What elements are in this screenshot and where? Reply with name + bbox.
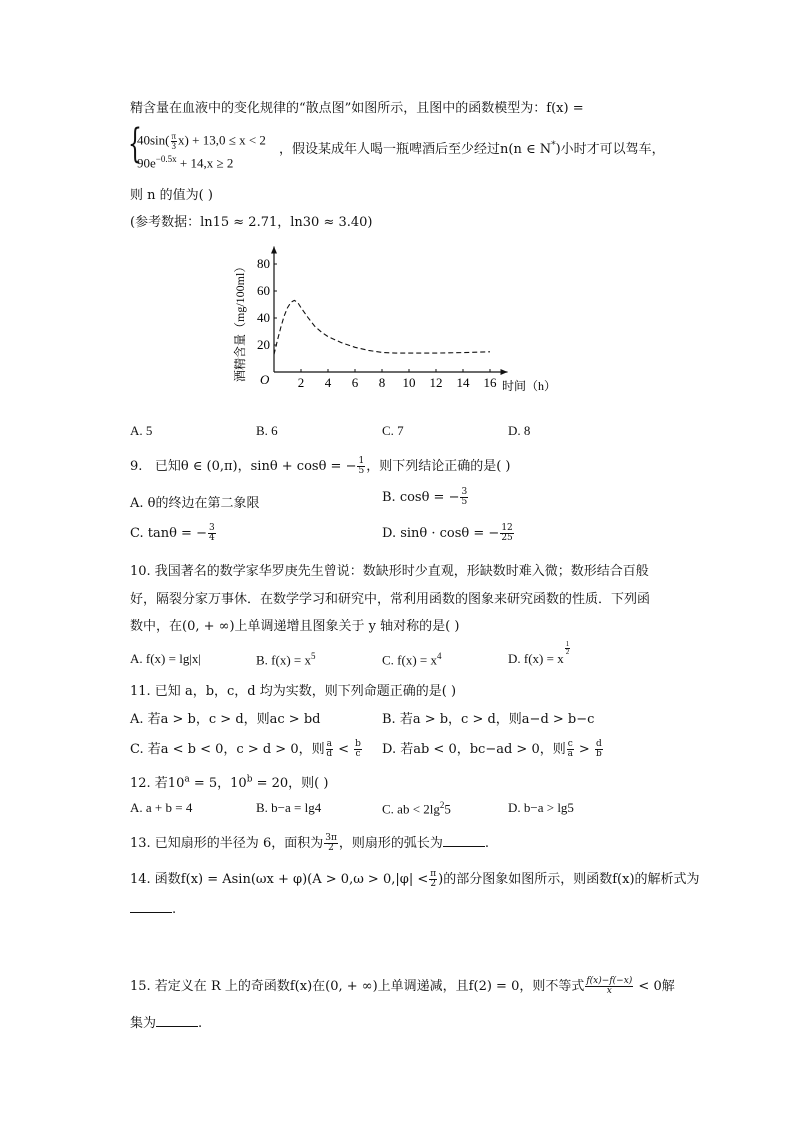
x-tick-label: 4 (324, 375, 332, 390)
q9-option-d[interactable]: D. sinθ · cosθ = − $\frac{12}{25}$ (382, 523, 513, 543)
x-tick-label: 10 (402, 375, 416, 390)
q10-stem-line3: 数中，在(0, + ∞)上单调递增且图象关于 y 轴对称的是( ) (130, 619, 460, 634)
q11-stem: 11. 已知 a，b，c，d 均为实数，则下列命题正确的是( ) (130, 684, 457, 699)
q15-stem: 15. 若定义在 R 上的奇函数f(x)在(0, + ∞)上单调递减，且f(2) = 0，则不等式 $\frac{f(x)-f(-x)}{x}$ < 0解 (130, 976, 675, 996)
piecewise-brace: { (128, 121, 142, 167)
x-tick-label: 8 (378, 375, 386, 390)
chart-origin-label: O (260, 372, 270, 387)
y-tick-label: 80 (257, 256, 270, 271)
q11-option-c[interactable]: C. 若a < b < 0，c > d > 0，则 $\frac{a}{d}$ < $\frac{b}{c}$ (130, 739, 361, 759)
q8-piece2: $90e^{-0.5x} + 14,x \ge 2$ (137, 154, 234, 171)
q9-option-b[interactable]: B. cosθ = − $\frac{3}{5}$ (382, 487, 468, 507)
q11-option-b[interactable]: B. 若a > b，c > d，则a−d > b−c (382, 712, 595, 727)
q14-answer-blank[interactable] (130, 900, 172, 913)
q8-intro-line1: 精含量在血液中的变化规律的“散点图”如图所示，且图中的函数模型为：f(x) = (130, 101, 584, 116)
q10-stem-line1: 10. 我国著名的数学家华罗庚先生曾说：数缺形时少直观，形缺数时难入微；数形结合百般 (130, 564, 649, 579)
q14-stem: 14. 函数f(x) = Asin(ωx + φ)(A > 0,ω > 0,|φ| < $\frac{\pi}{2}$ )的部分图象如图所示，则函数f(x)的解析式为 (130, 869, 700, 889)
chart-axes (271, 247, 508, 376)
y-tick-label: 20 (257, 337, 270, 352)
chart-series (274, 300, 490, 354)
x-axis-arrow-icon (501, 369, 508, 375)
q8-piece1: 40sin( $\frac{\pi}{3}$ x) + 13,0 ≤ x < 2 (137, 131, 266, 151)
q14-answer-line: . (130, 900, 176, 917)
q8-option-d[interactable]: D. 8 (508, 423, 531, 438)
chart-y-label: 酒精含量（mg/100ml） (233, 260, 247, 382)
q10-option-d[interactable]: D. f(x) = x $\frac{1}{2}$ (508, 640, 570, 666)
y-tick-label: 40 (257, 310, 270, 325)
q12-option-c[interactable]: C. ab < $2\lg^25$ (382, 800, 451, 817)
q8-reference-data: (参考数据：ln15 ≈ 2.71，ln30 ≈ 3.40) (130, 215, 373, 230)
x-tick-label: 14 (456, 375, 470, 390)
x-tick-label: 6 (351, 375, 359, 390)
q10-option-c[interactable]: C. $f(x) = x^4$ (382, 651, 442, 668)
q10-stem-line2: 好，隔裂分家万事休．在数学学习和研究中，常利用函数的图象来研究函数的性质．下列函 (130, 592, 651, 607)
q10-option-a[interactable]: A. f(x) = lg|x| (130, 651, 202, 666)
chart-x-label: 时间（h） (502, 379, 557, 393)
chart-ticks (257, 256, 497, 390)
x-tick-label: 2 (297, 375, 305, 390)
q12-stem: 12. 若$10^a = 5$，$10^b = 20$，则( ) (130, 774, 329, 791)
alcohol-concentration-chart (230, 240, 570, 400)
q13-stem: 13. 已知扇形的半径为 6，面积为 $\frac{3\pi}{2}$ ，则扇形的弧长为 . (130, 833, 490, 853)
q15-answer-blank[interactable] (156, 1014, 198, 1027)
x-tick-label: 12 (429, 375, 443, 390)
q8-option-b[interactable]: B. 6 (256, 423, 278, 438)
q8-option-a[interactable]: A. 5 (130, 423, 153, 438)
y-axis-arrow-icon (271, 247, 277, 254)
x-tick-label: 16 (483, 375, 497, 390)
q10-option-b[interactable]: B. $f(x) = x^5$ (256, 651, 316, 668)
q12-option-b[interactable]: B. b−a = lg4 (256, 800, 322, 815)
y-tick-label: 60 (257, 283, 270, 298)
q15-answer-line: 集为 . (130, 1016, 203, 1031)
q9-option-a[interactable]: A. θ的终边在第二象限 (130, 496, 260, 511)
q13-answer-blank[interactable] (443, 834, 485, 847)
q8-intro-line3: 则 n 的值为( ) (130, 188, 213, 203)
q8-intro-line2: ，假设某成年人喝一瓶啤酒后至少经过n(n ∈ N*)小时才可以驾车， (279, 140, 665, 157)
q9-option-c[interactable]: C. tanθ = − $\frac{3}{4}$ (130, 523, 215, 543)
q8-option-c[interactable]: C. 7 (382, 423, 404, 438)
q9-stem: 9. 已知θ ∈ (0,π)，sinθ + cosθ = − $\frac{1}{5}$ ，则下列结论正确的是( ) (130, 456, 511, 476)
q12-option-a[interactable]: A. a + b = 4 (130, 800, 193, 815)
q11-option-d[interactable]: D. 若ab < 0，bc−ad > 0，则 $\frac{c}{a}$ > $\frac{d}{b}$ (382, 739, 602, 759)
q12-option-d[interactable]: D. b−a > lg5 (508, 800, 574, 815)
q11-option-a[interactable]: A. 若a > b，c > d，则ac > bd (130, 712, 321, 727)
series-line (274, 300, 490, 354)
